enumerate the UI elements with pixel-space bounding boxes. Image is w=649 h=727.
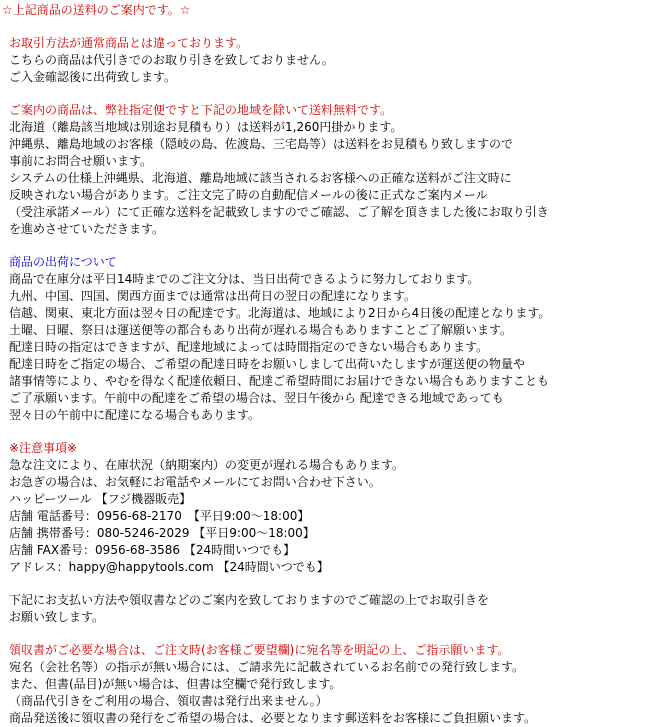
notice-line: お急ぎの場合は、お気軽にお電話やメールにてお問い合わせ下さい。 — [9, 475, 381, 489]
receipt-intro-section — [9, 592, 649, 626]
dispatch-heading: 商品の出荷について — [9, 255, 117, 269]
dispatch-line: ご了承願います。午前中の配達をご希望の場合は、翌日午後から 配達できる地域であっても — [9, 391, 504, 405]
payment-line: こちらの商品は代引きでのお取り引きを致しておりません。 — [9, 53, 334, 67]
spacer — [9, 626, 649, 642]
receipt-line: また、但書(品目)が無い場合は、但書は空欄で発行致します。 — [9, 677, 342, 691]
shop-mobile: 店舗 携帯番号：080-5246-2029 【平日9:00～18:00】 — [9, 526, 315, 540]
shipping-fee-section — [9, 102, 649, 238]
payment-section — [9, 35, 649, 86]
receipt-line: （商品代引きをご利用の場合、領収書は発行出来ません。） — [9, 694, 328, 708]
receipt-section — [9, 642, 649, 727]
receipt-line: 宛名（会社名等）の指示が無い場合には、ご請求先に記載されているお名前での発行致します。 — [9, 660, 525, 674]
shipping-heading: ご案内の商品は、弊社指定便ですと下記の地域を除いて送料無料です。 — [9, 103, 393, 117]
shipping-line: 反映されない場合があります。ご注文完了時の自動配信メールの後に正式なご案内メール — [9, 188, 488, 202]
shipping-line: 事前にお問合せ願います。 — [9, 154, 153, 168]
shipping-line: 北海道（離島該当地域は別途お見積もり）は送料が1,260円掛かります。 — [9, 120, 403, 134]
dispatch-line: 九州、中国、四国、関西方面までは通常は出荷日の翌日の配達になります。 — [9, 289, 417, 303]
shipping-line: を進めさせていただきます。 — [9, 222, 165, 236]
spacer — [9, 238, 649, 254]
dispatch-line: 配達日時の指定はできますが、配達地域によっては時間指定のできない場合もあります。 — [9, 340, 489, 354]
payment-heading: お取引方法が通常商品とは違っております。 — [9, 36, 249, 50]
dispatch-line: 信越、関東、東北方面は翌々日の配達です。北海道は、地域により2日から4日後の配達となります。 — [9, 306, 551, 320]
shop-fax: 店舗 FAX番号：0956-68-3586 【24時間いつでも】 — [9, 543, 296, 557]
notice-section — [9, 440, 649, 576]
notice-line: 急な注文により、在庫状況（納期案内）の変更が遅れる場合もあります。 — [9, 458, 405, 472]
shop-phone: 店舗 電話番号：0956-68-2170 【平日9:00～18:00】 — [9, 509, 310, 523]
receipt-intro-line: 下記にお支払い方法や領収書などのご案内を致しておりますのでご確認の上でお取引きを — [9, 593, 490, 607]
page-title: ☆上記商品の送料のご案内です。☆ — [2, 3, 191, 17]
spacer — [9, 86, 649, 102]
spacer — [9, 576, 649, 592]
dispatch-line: 商品で在庫分は平日14時までのご注文分は、当日出荷できるように努力しております。 — [9, 272, 480, 286]
dispatch-section — [9, 254, 649, 424]
dispatch-line: 諸事情等により、やむを得なく配達依頼日、配達ご希望時間にお届けできない場合もありますことも — [9, 374, 550, 388]
shipping-line: 沖縄県、離島地域のお客様（隠岐の島、佐渡島、三宅島等）は送料をお見積もり致しますので — [9, 137, 514, 151]
shipping-line: （受注承諾メール）にて正確な送料を記載致しますのでご確認、ご了解を頂きました後にお取り引き — [9, 205, 549, 219]
notice-heading: ※注意事項※ — [9, 441, 78, 455]
shop-email: アドレス：happy@happytools.com 【24時間いつでも】 — [9, 560, 329, 574]
shop-name: ハッピーツール 【フジ機器販売】 — [9, 492, 192, 506]
shipping-line: システムの仕様上沖縄県、北海道、離島地域に該当されるお客様への正確な送料がご注文時に — [9, 171, 512, 185]
spacer — [9, 424, 649, 440]
payment-line: ご入金確認後に出荷致します。 — [9, 70, 177, 84]
dispatch-line: 土曜、日曜、祭日は運送便等の都合もあり出荷が遅れる場合もありますことご了解願います。 — [9, 323, 513, 337]
receipt-line: 商品発送後に領収書の発行をご希望の場合は、必要となります郵送料をお客様にご負担願います。 — [9, 711, 537, 725]
dispatch-line: 配達日時をご指定の場合、ご希望の配達日時をお願いしまして出荷いたしますが運送便の物量や — [9, 357, 526, 371]
dispatch-line: 翌々日の午前中に配達になる場合もあります。 — [9, 408, 261, 422]
receipt-intro-line: お願い致します。 — [9, 610, 105, 624]
spacer — [9, 19, 649, 35]
receipt-heading: 領収書がご必要な場合は、ご注文時(お客様ご要望欄)に宛名等を明記の上、ご指示願います。 — [9, 643, 510, 657]
